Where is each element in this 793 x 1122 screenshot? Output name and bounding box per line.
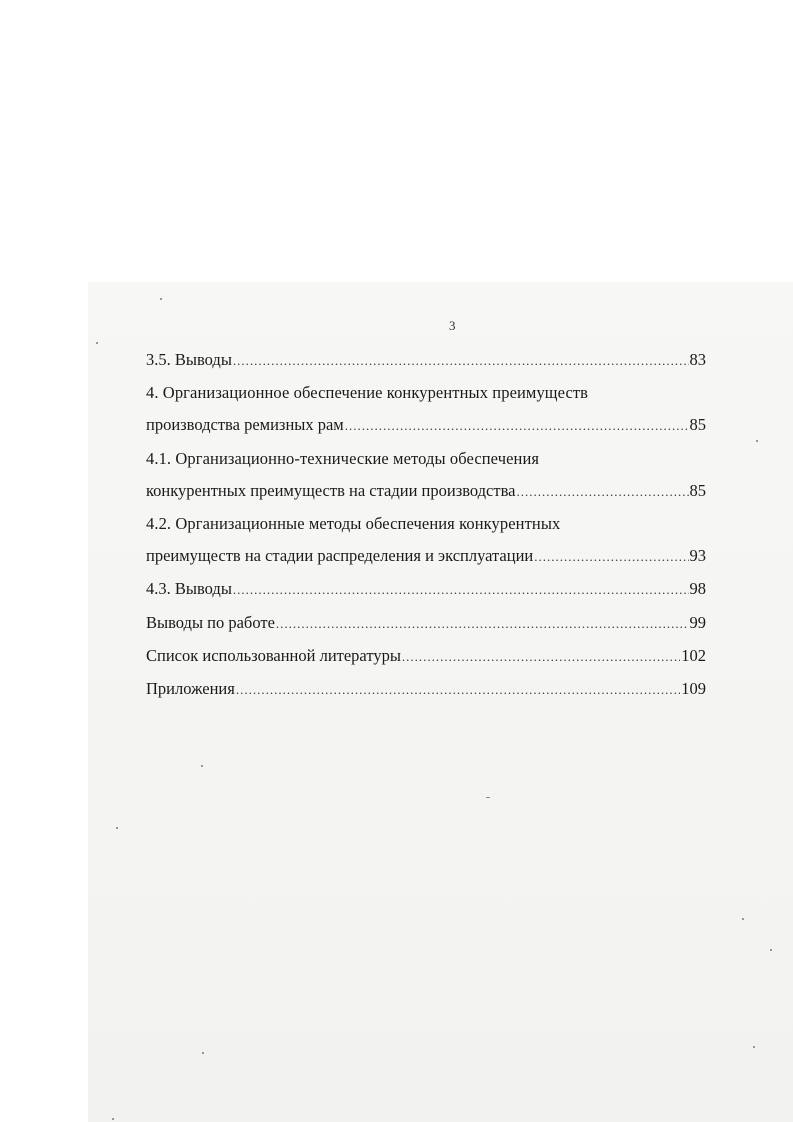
scan-speck: [96, 342, 98, 344]
page-number: 3: [449, 318, 456, 333]
toc-entry-label: Выводы по работе: [146, 612, 275, 632]
dot-leader: [345, 410, 689, 442]
scan-speck: [112, 1118, 114, 1120]
toc-entry-4-heading: 4. Организационное обеспечение конкурентных преимуществ: [146, 383, 589, 403]
scan-speck: [160, 298, 162, 300]
toc-entry-page: 102: [681, 645, 706, 665]
toc-entry-page: 85: [689, 480, 706, 500]
toc-entry-label: производства ремизных рам: [146, 415, 344, 435]
toc-entry-appendices: [146, 673, 706, 706]
scan-speck: [756, 440, 758, 442]
scan-speck: [201, 765, 203, 767]
toc-entry-page: 98: [689, 579, 706, 599]
dot-leader: [233, 345, 689, 377]
dot-leader: [517, 476, 689, 508]
dot-leader: [534, 541, 688, 573]
toc-entry-label: 3.5. Выводы: [146, 350, 232, 369]
toc-entry-page: 99: [689, 612, 706, 632]
dot-leader: [402, 641, 680, 673]
toc-entry-page: 85: [689, 415, 706, 435]
scan-speck: [116, 827, 118, 829]
toc-entry-references: [146, 640, 706, 673]
scan-speck: [742, 918, 744, 920]
toc-entry-label: Список использованной литературы: [146, 645, 401, 665]
scan-speck: [753, 1046, 755, 1048]
toc-entry-4: [146, 409, 706, 442]
toc-entry-conclusions: [146, 607, 706, 640]
dot-leader: [276, 608, 689, 640]
dot-leader: [233, 574, 689, 606]
dot-leader: [236, 674, 680, 706]
toc-entry-4-1: [146, 475, 706, 508]
toc-entry-label: конкурентных преимуществ на стадии производства: [146, 480, 516, 500]
scan-speck: [202, 1052, 204, 1054]
toc-entry-label: 4.3. Выводы: [146, 579, 232, 599]
scan-speck: [770, 949, 772, 951]
toc-entry-page: 109: [681, 679, 706, 699]
toc-entry-4-3: [146, 573, 706, 606]
toc-entry-page: 83: [689, 350, 706, 369]
toc-entry-label: Приложения: [146, 679, 235, 699]
scan-speck: [486, 797, 490, 798]
table-of-contents: [146, 344, 706, 706]
toc-entry-page: 93: [689, 546, 706, 566]
toc-entry-4-2: [146, 540, 706, 573]
toc-entry-label: преимуществ на стадии распределения и эксплуатации: [146, 546, 534, 566]
toc-entry-4-2-heading: 4.2. Организационные методы обеспечения конкурентных: [146, 514, 561, 534]
toc-entry-4-1-heading: 4.1. Организационно-технические методы обеспечения: [146, 448, 540, 468]
toc-entry-3-5: [146, 344, 706, 377]
